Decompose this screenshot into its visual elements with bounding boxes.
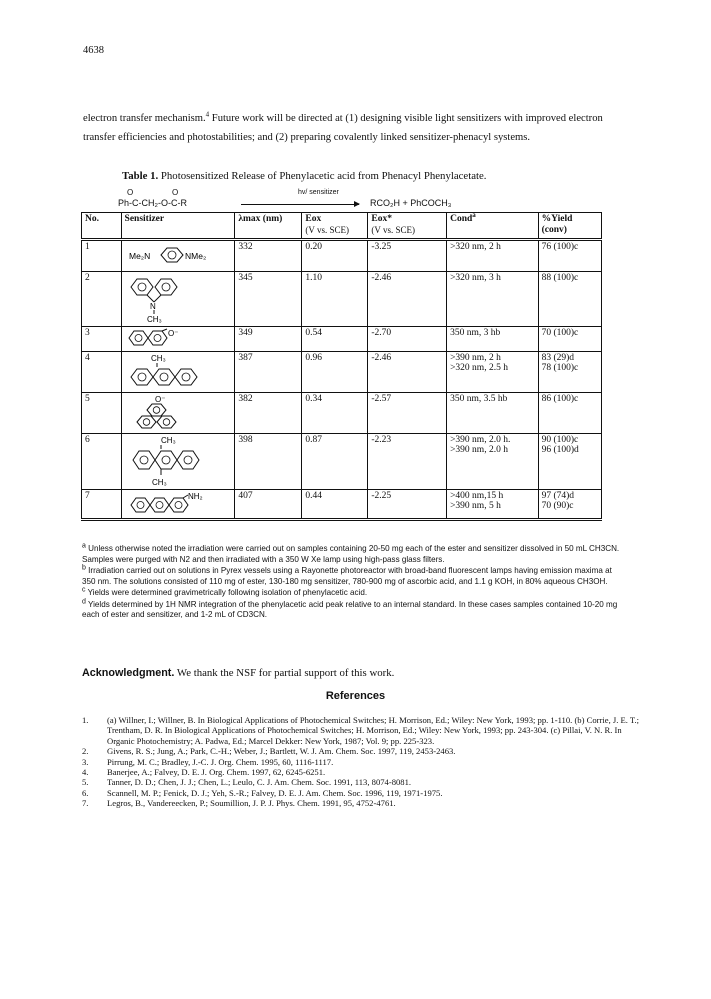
references-title: References <box>325 690 386 702</box>
footnote-mark: c <box>82 586 86 594</box>
cell-no: 7 <box>82 490 122 520</box>
cell-sensitizer <box>121 434 235 490</box>
intro-citation: 4 <box>205 110 210 119</box>
reference-item <box>82 746 642 756</box>
cell-cond <box>447 434 539 490</box>
footnote-b <box>82 566 627 587</box>
header-yield-sub: (conv) <box>541 225 567 235</box>
cell-sensitizer <box>121 490 235 520</box>
table-header-row <box>82 213 602 240</box>
header-cond-sup: a <box>472 210 476 219</box>
reference-text: Banerjee, A.; Falvey, D. E. J. Org. Chem. 1997, 62, 6245-6251. <box>107 767 326 778</box>
reference-number: 2. <box>82 746 89 757</box>
reference-number: 7. <box>82 798 89 809</box>
header-sensitizer: Sensitizer <box>121 213 235 240</box>
reference-number: 4. <box>82 767 89 778</box>
cell-sensitizer <box>121 393 235 434</box>
table-row <box>82 240 602 272</box>
cell-lambda: 345 <box>235 272 302 327</box>
header-cond-label: Cond <box>450 214 473 224</box>
table-row <box>82 490 602 520</box>
table-row <box>82 352 602 393</box>
carbonyl-o-2: O <box>172 188 179 197</box>
reference-item <box>82 757 642 767</box>
reference-number: 1. <box>82 715 89 725</box>
cell-eox: 0.96 <box>302 352 368 393</box>
cell-sensitizer <box>121 240 235 272</box>
struct-label-ch3: CH₃ <box>150 354 166 363</box>
reference-item <box>82 777 642 787</box>
header-eox-star <box>368 213 447 240</box>
reaction-conditions: hv/ sensitizer <box>298 189 339 196</box>
reference-text: (a) Willner, I.; Willner, B. In Biological Applications of Photochemical Switches; H. Morrison, Ed.; Wiley: New York, 1993; pp. 1-110. (b) Corrie, J. E. T.; Trentham, D. R. In Biological Applications of Photochemical Switches; H. Morrison, Ed.; Wiley: New York, 1993; pp. 243-304. (c) Pillai, V. N. R. In Organic Photochemistry; A. Padwa, Ed.; Marcel Dekker: New York, 1987; Vol. 9; pp. 225-323. <box>107 715 640 746</box>
reaction-arrow <box>241 204 359 205</box>
cell-sensitizer <box>121 272 235 327</box>
header-eox-label: Eox <box>305 214 322 224</box>
struct-label-o: O⁻ <box>154 395 165 404</box>
acknowledgment-label: Acknowledgment. <box>82 667 175 679</box>
cell-no: 6 <box>82 434 122 490</box>
cond-line: >390 nm, 5 h <box>450 501 501 511</box>
reference-text: Givens, R. S.; Jung, A.; Park, C.-H.; Weber, J.; Bartlett, W. J. Am. Chem. Soc. 1997, 119, 2453-2463. <box>107 746 456 757</box>
products: RCO₂H + PhCOCH₃ <box>370 198 452 208</box>
cell-no: 1 <box>82 240 122 272</box>
cell-eox-star: -2.23 <box>368 434 447 490</box>
cell-cond: 350 nm, 3 hb <box>447 327 539 352</box>
footnote-mark: d <box>82 597 86 605</box>
header-yield <box>538 213 601 240</box>
phenanthroxide-structure <box>125 394 225 430</box>
footnote-text: Yields were determined gravimetrically following isolation of phenylacetic acid. <box>85 588 368 597</box>
cell-yield <box>538 490 601 520</box>
results-table <box>81 212 602 521</box>
intro-paragraph <box>83 109 628 147</box>
yield-line: 90 (100)c <box>541 435 579 445</box>
struct-label-o: O⁻ <box>167 329 178 338</box>
reference-text: Pirrung, M. C.; Bradley, J.-C. J. Org. Chem. 1995, 60, 1116-1117. <box>107 756 334 767</box>
cell-eox-star: -2.46 <box>368 272 447 327</box>
struct-label-ch3: CH₃ <box>146 315 162 323</box>
methylanthracene-structure <box>125 353 225 389</box>
reference-number: 5. <box>82 777 89 788</box>
cell-sensitizer <box>121 327 235 352</box>
cell-eox-star: -2.57 <box>368 393 447 434</box>
page-number: 4638 <box>83 45 104 56</box>
table-caption-label: Table 1. <box>122 170 159 182</box>
cond-line: >390 nm, 2 h <box>450 353 501 363</box>
footnote-mark: b <box>82 564 86 572</box>
cell-cond: >320 nm, 2 h <box>447 240 539 272</box>
cond-line: >390 nm, 2.0 h. <box>450 435 511 445</box>
cell-yield: 70 (100)c <box>538 327 601 352</box>
reference-text: Scannell, M. P.; Fenick, D. J.; Yeh, S.-R.; Falvey, D. E. J. Am. Chem. Soc. 1996, 119, 1971-1975. <box>107 787 443 798</box>
acknowledgment <box>82 667 394 679</box>
tetramethyl-phenylenediamine-structure <box>125 242 225 268</box>
cell-cond <box>447 352 539 393</box>
table-row <box>82 272 602 327</box>
cell-lambda: 398 <box>235 434 302 490</box>
cell-no: 4 <box>82 352 122 393</box>
cell-eox: 0.87 <box>302 434 368 490</box>
table-row <box>82 434 602 490</box>
header-eox-star-sub: (V vs. SCE) <box>371 225 415 235</box>
footnote-a <box>82 544 627 565</box>
footnote-text: Yields determined by 1H NMR integration of the phenylacetic acid peak relative to an internal standard. In these cases samples contained 10-20 mg each of ester and sensitizer, and 1-2 mL of CD3CN. <box>82 599 618 619</box>
n-methylcarbazole-structure <box>125 273 225 323</box>
cell-yield <box>538 434 601 490</box>
cell-lambda: 387 <box>235 352 302 393</box>
table-row <box>82 327 602 352</box>
table-caption-text: Photosensitized Release of Phenylacetic acid from Phenacyl Phenylacetate. <box>158 170 487 182</box>
reference-item <box>82 788 642 798</box>
cond-line: >400 nm,15 h <box>450 491 504 501</box>
intro-text: electron transfer mechanism. <box>83 113 206 124</box>
reference-item <box>82 715 642 746</box>
reference-item <box>82 798 642 808</box>
svg-text:Me₂N: Me₂N <box>128 251 150 261</box>
cell-cond: >320 nm, 3 h <box>447 272 539 327</box>
header-eox-sub: (V vs. SCE) <box>305 225 349 235</box>
yield-line: 78 (100)c <box>541 363 579 373</box>
cell-no: 5 <box>82 393 122 434</box>
header-lambda: λmax (nm) <box>235 213 302 240</box>
reference-number: 6. <box>82 787 89 798</box>
struct-label-ch3-bottom: CH₃ <box>151 478 167 487</box>
references-list <box>82 715 642 809</box>
cell-yield: 86 (100)c <box>538 393 601 434</box>
carbonyl-o-1: O <box>127 188 134 197</box>
struct-label-nh2: NH₂ <box>187 492 203 501</box>
cell-lambda: 382 <box>235 393 302 434</box>
naphthoxide-structure <box>125 328 225 348</box>
cell-cond <box>447 490 539 520</box>
yield-line: 83 (29)d <box>541 353 575 363</box>
cell-no: 3 <box>82 327 122 352</box>
table-row <box>82 393 602 434</box>
footnote-text: Irradiation carried out on solutions in Pyrex vessels using a Rayonette photoreactor with broad-band fluorescent lamps having emission maxima at 350 nm. The solutions consisted of 110 mg of ester, 130-180 mg sensitizer, 780-900 mg of ascorbic acid, and 1.1 g KOH, in 80% aqueous CH3OH. <box>82 566 612 586</box>
cell-eox: 0.20 <box>302 240 368 272</box>
cell-cond: 350 nm, 3.5 hb <box>447 393 539 434</box>
intro-text-2: Future work will be directed at (1) designing visible light sensitizers with improved electron transfer efficiencies and photostabilities; and (2) preparing covalently linked sensitizer-phenacyl systems. <box>83 113 603 143</box>
reaction-scheme <box>118 187 558 215</box>
struct-label-n: N <box>149 302 156 311</box>
cell-lambda: 349 <box>235 327 302 352</box>
cell-sensitizer <box>121 352 235 393</box>
cell-eox-star: -2.25 <box>368 490 447 520</box>
cell-eox: 0.54 <box>302 327 368 352</box>
footnote-mark: a <box>82 542 86 550</box>
cell-yield <box>538 352 601 393</box>
cond-line: >390 nm, 2.0 h <box>450 445 508 455</box>
cell-eox: 1.10 <box>302 272 368 327</box>
cell-lambda: 407 <box>235 490 302 520</box>
footnote-text: Unless otherwise noted the irradiation were carried out on samples containing 20-50 mg each of the ester and sensitizer dissolved in 50 mL CH3CN. Samples were purged with N2 and then irradiated with a 350 W Xe lamp using high-pass glass filters. <box>82 544 620 564</box>
footnote-c <box>82 588 627 599</box>
reference-item <box>82 767 642 777</box>
reactant: Ph-C-CH₂-O-C-R <box>118 198 187 208</box>
cell-lambda: 332 <box>235 240 302 272</box>
struct-label-ch3-top: CH₃ <box>160 436 176 445</box>
header-eox <box>302 213 368 240</box>
cell-eox: 0.44 <box>302 490 368 520</box>
cell-eox-star: -3.25 <box>368 240 447 272</box>
yield-line: 97 (74)d <box>541 491 575 501</box>
acknowledgment-text: We thank the NSF for partial support of this work. <box>174 667 395 679</box>
yield-line: 70 (90)c <box>541 501 574 511</box>
svg-text:NMe₂: NMe₂ <box>184 251 206 261</box>
header-yield-label: %Yield <box>541 214 573 224</box>
header-eox-star-label: Eox* <box>371 214 392 224</box>
header-no: No. <box>82 213 122 240</box>
yield-line: 96 (100)d <box>541 445 579 455</box>
aminoanthracene-structure <box>125 491 225 515</box>
reference-text: Legros, B., Vandereecken, P.; Soumillion, J. P. J. Phys. Chem. 1991, 95, 4752-4761. <box>107 798 396 809</box>
cond-line: >320 nm, 2.5 h <box>450 363 508 373</box>
cell-no: 2 <box>82 272 122 327</box>
cell-eox-star: -2.46 <box>368 352 447 393</box>
cell-yield: 76 (100)c <box>538 240 601 272</box>
reference-number: 3. <box>82 756 89 767</box>
cell-yield: 88 (100)c <box>538 272 601 327</box>
table-caption <box>122 170 487 182</box>
cell-eox-star: -2.70 <box>368 327 447 352</box>
table-footnotes <box>82 544 627 622</box>
dimethylanthracene-structure <box>125 435 225 487</box>
reference-text: Tanner, D. D.; Chen, J. J.; Chen, L.; Leulo, C. J. Am. Chem. Soc. 1991, 113, 8074-8081. <box>107 777 412 788</box>
header-cond <box>447 210 539 240</box>
footnote-d <box>82 597 627 621</box>
cell-eox: 0.34 <box>302 393 368 434</box>
